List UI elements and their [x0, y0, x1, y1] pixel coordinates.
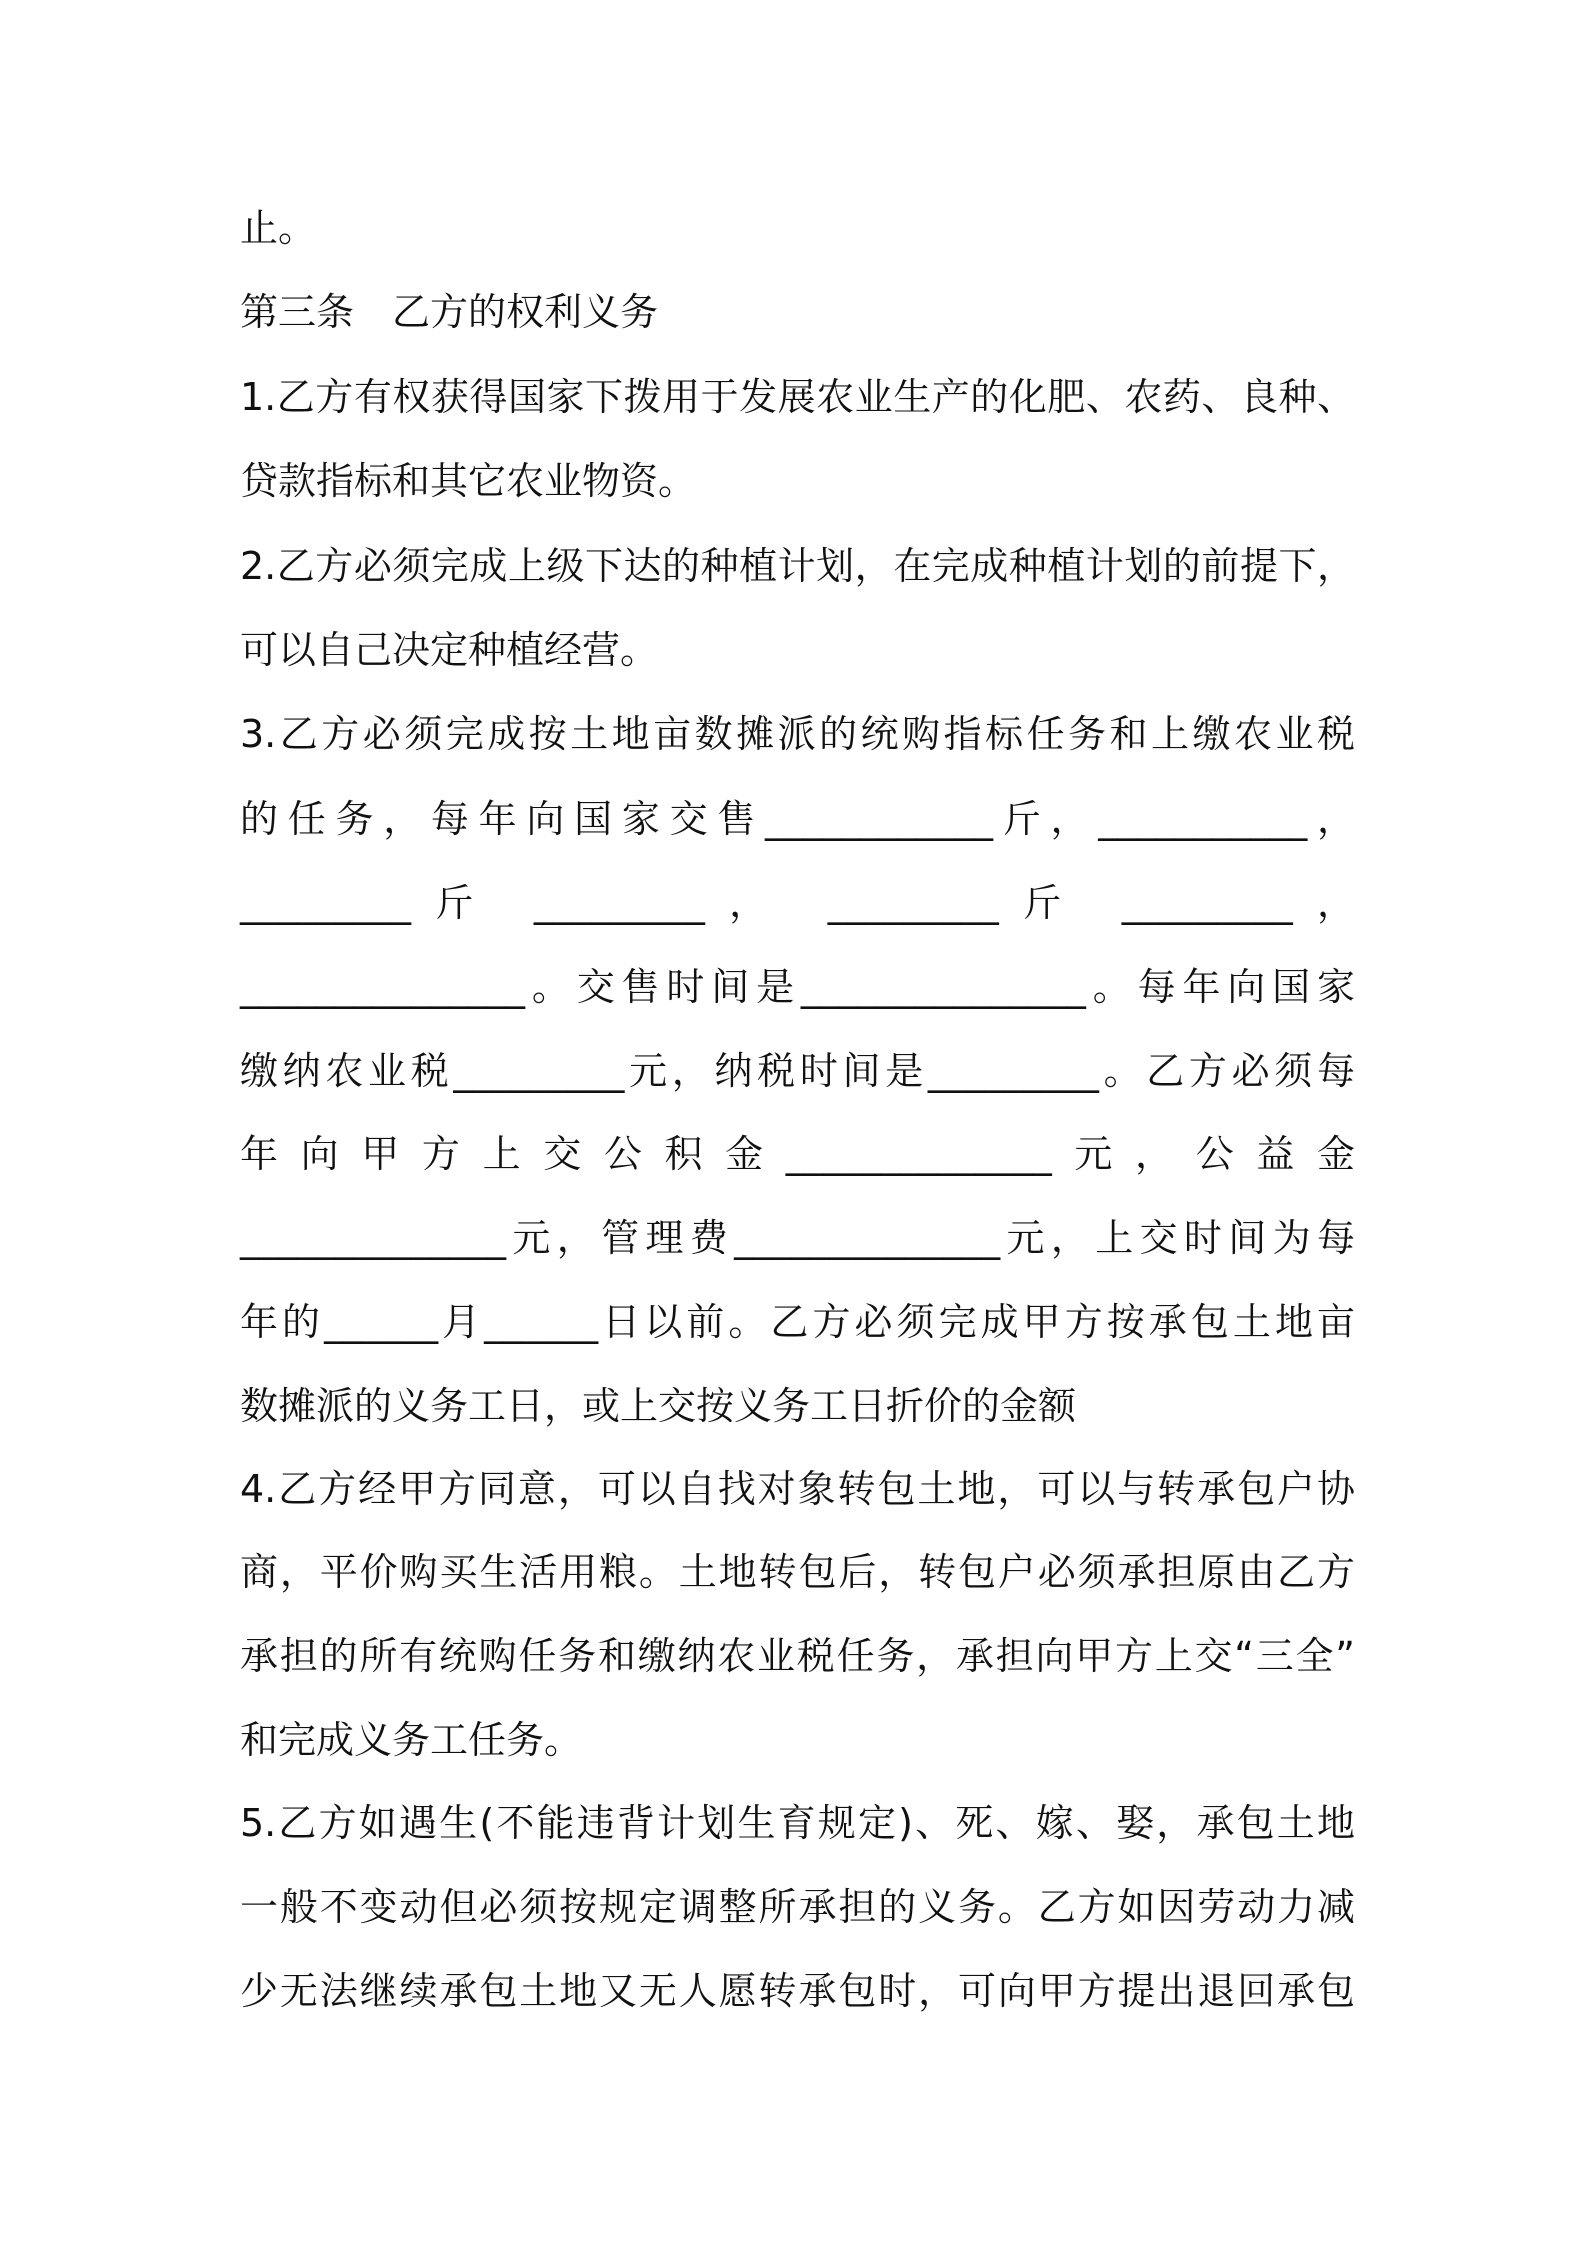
- text-line: 1.乙方有权获得国家下拨用于发展农业生产的化肥、农药、良种、: [240, 375, 1355, 419]
- text-line: 止。: [240, 206, 317, 250]
- text-line: 年的______月______日以前。乙方必须完成甲方按承包土地亩: [240, 1300, 1355, 1344]
- text-line: 承担的所有统购任务和缴纳农业税任务，承担向甲方上交“三全”: [240, 1634, 1355, 1678]
- text-line: 少无法继续承包土地又无人愿转承包时，可向甲方提出退回承包: [240, 1969, 1355, 2013]
- text-line: 5.乙方如遇生(不能违背计划生育规定)、死、嫁、娶，承包土地: [240, 1801, 1355, 1845]
- text-line: 缴纳农业税_________元，纳税时间是_________。乙方必须每: [240, 1049, 1355, 1093]
- text-line: 4.乙方经甲方同意，可以自找对象转包土地，可以与转承包户协: [240, 1467, 1355, 1511]
- text-line: ______________元，管理费______________元，上交时间为每: [240, 1216, 1355, 1260]
- text-line: 和完成义务工任务。: [240, 1718, 583, 1762]
- text-line: 商，平价购买生活用粮。土地转包后，转包户必须承担原由乙方: [240, 1550, 1355, 1594]
- article-heading: 第三条 乙方的权利义务: [240, 290, 659, 334]
- text-line: 数摊派的义务工日，或上交按义务工日折价的金额: [240, 1384, 1077, 1428]
- text-line: 2.乙方必须完成上级下达的种植计划，在完成种植计划的前提下，: [240, 544, 1355, 588]
- text-line: 的任务，每年向国家交售____________斤，___________，: [240, 797, 1355, 841]
- text-line: 3.乙方必须完成按土地亩数摊派的统购指标任务和上缴农业税: [240, 712, 1355, 756]
- text-line: 可以自己决定种植经营。: [240, 628, 659, 672]
- text-line: _______________。交售时间是_______________。每年向国家: [240, 965, 1355, 1009]
- text-line: 一般不变动但必须按规定调整所承担的义务。乙方如因劳动力减: [240, 1885, 1355, 1929]
- text-line: 年向甲方上交公积金______________元，公益金: [240, 1132, 1355, 1176]
- text-line: 贷款指标和其它农业物资。: [240, 459, 697, 503]
- text-line: _________斤 _________， _________斤 _________，: [240, 881, 1355, 925]
